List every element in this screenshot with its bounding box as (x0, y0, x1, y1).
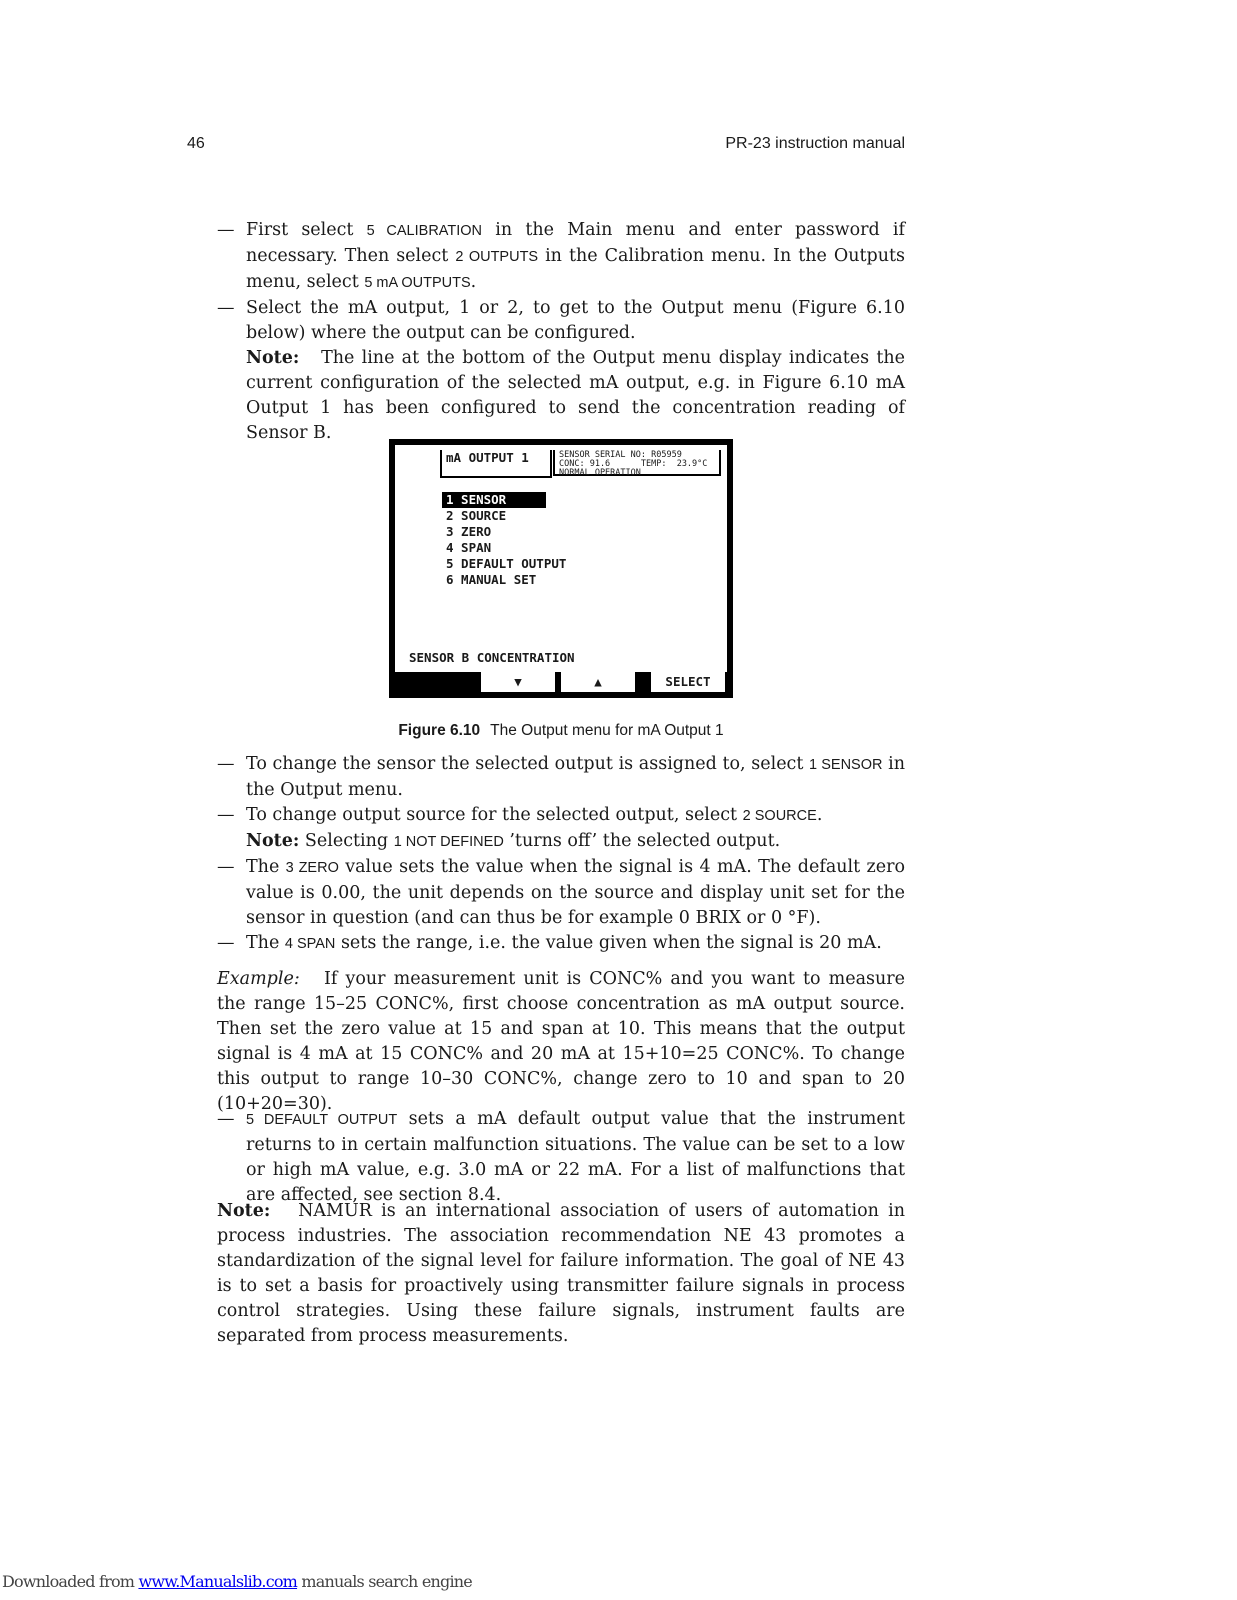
text-run: To change output source for the selected output, select (246, 805, 743, 825)
text-run: First select (246, 220, 367, 240)
status-line: NORMAL OPERATION (559, 468, 641, 478)
down-arrow-button[interactable] (481, 672, 555, 692)
intro-list (217, 218, 905, 446)
menu-item-manual-set[interactable]: 6 MANUAL SET (446, 572, 537, 587)
menu-reference: 5 DEFAULT OUTPUT (246, 1112, 398, 1128)
menu-reference: 1 SENSOR (809, 757, 883, 773)
list-dash: — (217, 220, 235, 240)
namur-note (217, 1199, 905, 1349)
text-run: Selecting (299, 831, 394, 851)
status-line: CONC: 91.6 TEMP: 23.9°C (559, 459, 708, 469)
download-watermark (2, 1572, 472, 1591)
settings-list (217, 752, 905, 957)
text-run: sets a mA default output value that the instrument returns to in certain malfunction situations. The value can be set to a low or high mA value, e.g. 3.0 mA or 22 mA. For a list of malfunctions that are affected, see section 8.4. (246, 1109, 906, 1205)
list-dash: — (217, 754, 235, 774)
watermark-suffix: manuals search engine (297, 1572, 472, 1591)
list-item (217, 1107, 905, 1208)
menu-reference: 4 SPAN (284, 936, 336, 952)
note-label: Note: (246, 348, 300, 368)
list-dash: — (217, 298, 235, 318)
running-title: PR-23 instruction manual (725, 135, 905, 152)
menu-item-source[interactable]: 2 SOURCE (446, 508, 507, 523)
list-dash: — (217, 857, 235, 877)
status-line: SENSOR SERIAL NO: R05959 (559, 450, 682, 460)
menu-reference: 5 mA OUTPUTS (364, 275, 471, 291)
menu-reference: 2 SOURCE (742, 808, 817, 824)
select-button[interactable]: SELECT (651, 672, 725, 692)
list-item (217, 296, 905, 446)
text-run: ’turns off’ the selected output. (503, 831, 781, 851)
figure-caption (217, 722, 905, 740)
example-label: Example: (217, 969, 300, 989)
watermark-prefix: Downloaded from (2, 1572, 139, 1591)
up-arrow-button[interactable] (561, 672, 635, 692)
figure-caption-text: The Output menu for mA Output 1 (490, 722, 724, 739)
menu-item-zero[interactable]: 3 ZERO (446, 524, 492, 539)
lcd-menu (442, 492, 570, 588)
figure-caption-label: Figure 6.10 (398, 722, 481, 739)
text-run: in the Output menu. (246, 754, 905, 800)
list-item (217, 752, 905, 803)
list-dash: — (217, 805, 235, 825)
page-number: 46 (187, 135, 205, 152)
default-output-list (217, 1107, 905, 1208)
lcd-status-box (553, 450, 721, 476)
list-dash: — (217, 933, 235, 953)
text-run: value sets the value when the signal is 4 mA. The default zero value is 0.00, the unit depends on the source and display unit set for the sensor in question (and can thus be for example 0 BRIX or 0 °F). (246, 857, 905, 928)
menu-reference: 1 NOT DEFINED (393, 834, 504, 850)
menu-item-sensor[interactable]: 1 SENSOR (442, 492, 546, 508)
text-run: . (816, 805, 823, 825)
list-item (217, 855, 905, 931)
text-run: Select the mA output, 1 or 2, to get to the Output menu (Figure 6.10 below) where the output can be configured. (246, 298, 905, 343)
down-arrow-icon: ▼ (514, 674, 522, 689)
text-run: in the Calibration menu. In the Outputs menu, select (246, 246, 905, 292)
note-label: Note: (246, 831, 300, 851)
manualslib-link[interactable]: www.Manualslib.com (138, 1572, 298, 1591)
example-paragraph (217, 967, 905, 1117)
lcd-title: mA OUTPUT 1 (446, 450, 529, 465)
menu-reference: 3 ZERO (285, 860, 339, 876)
list-item (217, 931, 905, 957)
note-text: The line at the bottom of the Output menu display indicates the current configuration of the selected mA output, e.g. in Figure 6.10 mA Output 1 has been configured to send the concentration reading of Sensor B. (246, 348, 905, 443)
menu-item-span[interactable]: 4 SPAN (446, 540, 492, 555)
text-run: sets the range, i.e. the value given when the signal is 20 mA. (335, 933, 882, 953)
note-text: NAMUR is an international association of users of automation in process industries. The association recommendation NE 43 promotes a standardization of the signal level for failure information. The goal of NE 43 is to set a basis for proactively using transmitter failure signals in process control strategies. Using these failure signals, instrument faults are separated from process measurements. (217, 1201, 905, 1346)
menu-item-default-output[interactable]: 5 DEFAULT OUTPUT (446, 556, 567, 571)
lcd-footer-text: SENSOR B CONCENTRATION (409, 650, 575, 665)
up-arrow-icon: ▲ (594, 674, 602, 689)
text-run: The (246, 857, 286, 877)
list-dash: — (217, 1109, 235, 1129)
lcd-title-box (440, 450, 552, 478)
lcd-softkeys (389, 672, 733, 692)
note-label: Note: (217, 1201, 271, 1221)
list-item (217, 218, 905, 296)
text-run: To change the sensor the selected output is assigned to, select (246, 754, 810, 774)
menu-reference: 2 OUTPUTS (455, 249, 539, 265)
lcd-screen (395, 445, 727, 672)
lcd-display-figure (389, 439, 733, 698)
text-run: in the Main menu and enter password if necessary. Then select (246, 220, 905, 266)
example-text: If your measurement unit is CONC% and you want to measure the range 15–25 CONC%, first choose concentration as mA output source. Then set the zero value at 15 and span at 10. This means that the output signal is 4 mA at 15 CONC% and 20 mA at 15+10=25 CONC%. To change this output to range 10–30 CONC%, change zero to 10 and span to 20 (10+20=30). (217, 969, 905, 1114)
list-item (217, 803, 905, 855)
text-run: The (246, 933, 285, 953)
text-run: . (470, 272, 477, 292)
menu-reference: 5 CALIBRATION (366, 223, 483, 239)
